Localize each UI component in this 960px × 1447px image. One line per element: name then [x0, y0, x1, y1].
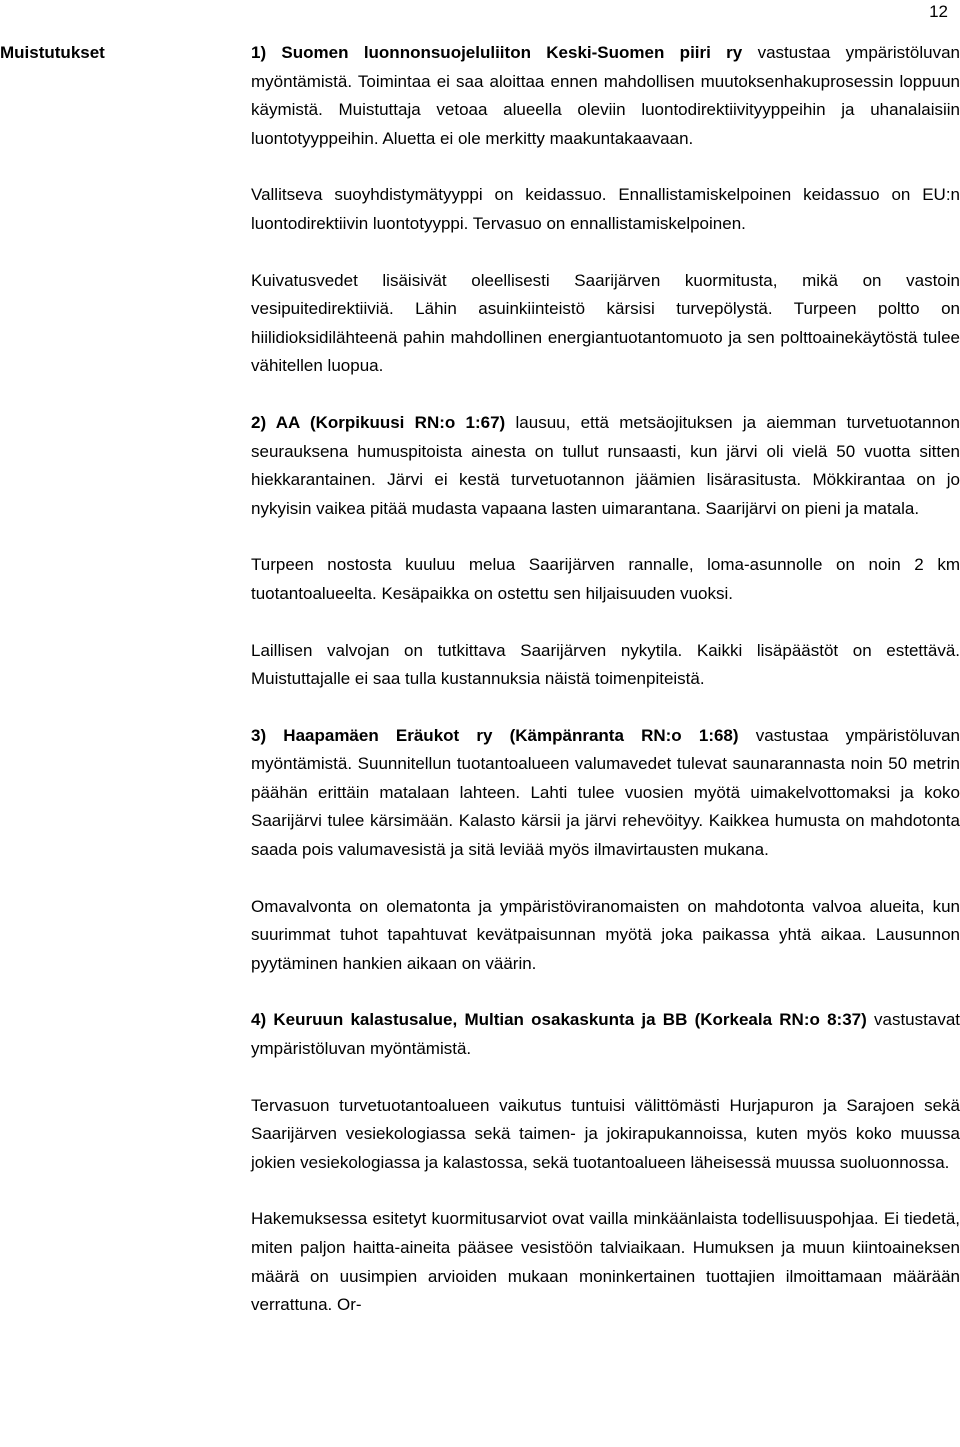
paragraph-3-text: Kuivatusvedet lisäisivät oleellisesti Saarijärven kuormitusta, mikä on vastoin vesipuitedirektiiviä. Lähin asuinkiinteistö kärsisi turvepölystä. Turpeen poltto on hiilidioksidilähteenä pahin mahdollinen energiantuotantomuoto ja sen polttoainekäytöstä tulee vähitellen luopua.	[251, 270, 960, 376]
paragraph-1-heading: 1) Suomen luonnonsuojeluliiton Keski-Suomen piiri ry	[251, 43, 743, 62]
paragraph-3	[251, 267, 960, 381]
paragraph-7	[251, 722, 960, 865]
paragraph-10	[251, 1092, 960, 1178]
paragraph-10-text: Tervasuon turvetuotantoalueen vaikutus tuntuisi välittömästi Hurjapuron ja Sarajoen sekä Saarijärven vesiekologiassa sekä taimen- ja jokirapukannoissa, kuten myös koko muussa jokien vesiekologiassa ja kalastossa, sekä tuotantoalueen läheisessä muussa suoluonnossa.	[251, 1095, 960, 1172]
paragraph-7-heading: 3) Haapamäen Eräukot ry (Kämpänranta RN:o 1:68)	[251, 725, 739, 745]
paragraph-9-text: vastustavat ympäristöluvan myöntämistä.	[251, 1010, 960, 1059]
paragraph-6	[251, 637, 960, 694]
paragraph-11	[251, 1205, 960, 1319]
paragraph-9-heading: 4) Keuruun kalastusalue, Multian osakaskunta ja BB (Korkeala RN:o 8:37)	[251, 1010, 867, 1030]
paragraph-4-heading: 2) AA (Korpikuusi RN:o 1:67)	[251, 412, 506, 432]
paragraph-2-text: Vallitseva suoyhdistymätyyppi on keidassuo. Ennallistamiskelpoinen keidassuo on EU:n luontodirektiivin luontotyyppi. Tervasuo on ennallistamiskelpoinen.	[251, 185, 960, 233]
page-number: 12	[929, 2, 948, 21]
paragraph-5	[251, 551, 960, 608]
paragraph-7-text: vastustaa ympäristöluvan myöntämistä. Suunnitellun tuotantoalueen valumavedet tulevat saunarannasta noin 50 metrin päähän erittäin matalaan lahteen. Lahti tulee vuosien myötä uimakelvottomaksi ja koko Saarijärvi tulee kärsimään. Kalasto kärsii ja järvi rehevöityy. Kaikkea humusta on mahdotonta saada pois valumavesistä ja sitä leviää myös ilmavirtausten mukana.	[251, 725, 960, 860]
paragraph-1-text: vastustaa ympäristöluvan myöntämistä. Toimintaa ei saa aloittaa ennen mahdollisen muutoksenhakuprosessin loppuun käymistä. Muistuttaja vetoaa alueella oleviin luontodirektiivityyppeihin ja uhanalaisiin luontotyyppeihin. Aluetta ei ole merkitty maakuntakaavaan.	[251, 43, 960, 148]
paragraph-8	[251, 893, 960, 979]
paragraph-6-text: Laillisen valvojan on tutkittava Saarijärven nykytila. Kaikki lisäpäästöt on estettävä. Muistuttajalle ei saa tulla kustannuksia näistä toimenpiteistä.	[251, 640, 960, 689]
paragraph-1	[251, 39, 960, 153]
document-body	[251, 39, 960, 1348]
paragraph-4-text: lausuu, että metsäojituksen ja aiemman turvetuotannon seurauksena humuspitoista ainesta on tullut runsaasti, kun järvi oli vielä 50 vuotta sitten hiekkarantainen. Järvi ei kestä turvetuotannon jäämien lisärasitusta. Mökkirantaa on jo nykyisin vaikea pitää mudasta vapaana lasten uimarantana. Saarijärvi on pieni ja matala.	[251, 412, 960, 518]
paragraph-2	[251, 181, 960, 238]
paragraph-8-text: Omavalvonta on olematonta ja ympäristöviranomaisten on mahdotonta valvoa alueita, kun suurimmat tuhot tapahtuvat kevätpaisunnan myötä joka paikassa yhtä aikaa. Lausunnon pyytäminen hankien aikaan on väärin.	[251, 896, 960, 973]
paragraph-5-text: Turpeen nostosta kuuluu melua Saarijärven rannalle, loma-asunnolle on noin 2 km tuotantoalueelta. Kesäpaikka on ostettu sen hiljaisuuden vuoksi.	[251, 555, 960, 603]
paragraph-9	[251, 1006, 960, 1063]
section-label: Muistutukset	[0, 43, 105, 62]
paragraph-4	[251, 409, 960, 523]
paragraph-11-text: Hakemuksessa esitetyt kuormitusarviot ovat vailla minkäänlaista todellisuuspohjaa. Ei tiedetä, miten paljon haitta-aineita pääsee vesistöön talviaikaan. Humuksen ja muun kiintoaineksen määrä on uusimpien arvioiden mukaan moninkertainen tuottajien ilmoittamaan määrään verrattuna. Or-	[251, 1209, 960, 1315]
